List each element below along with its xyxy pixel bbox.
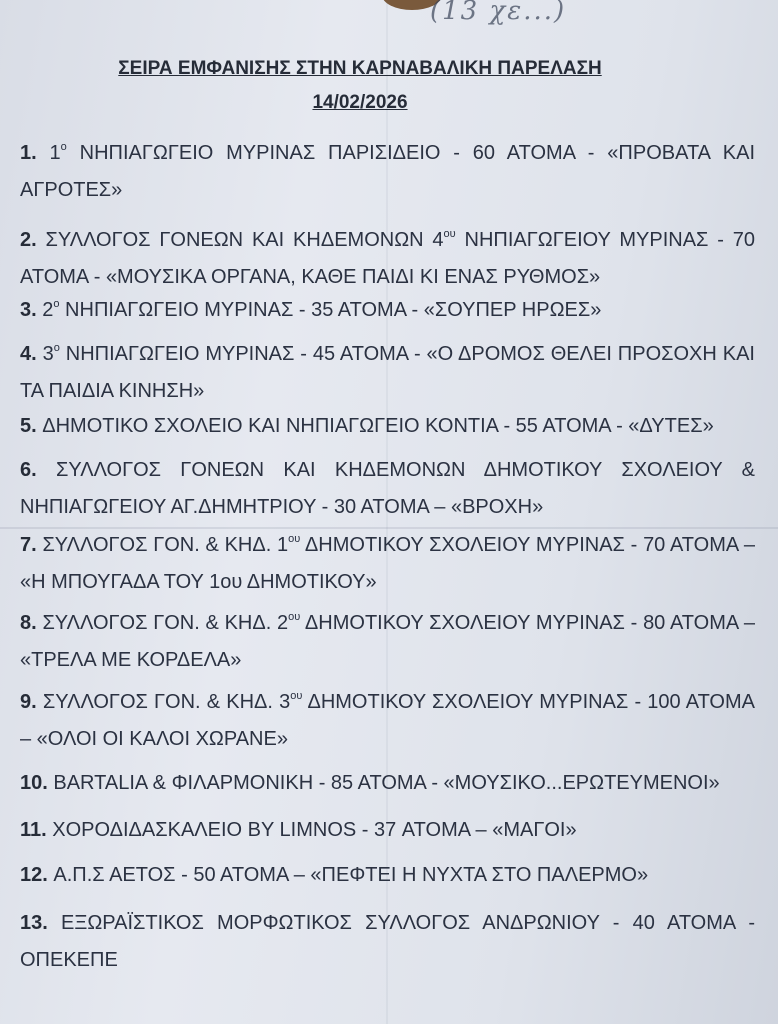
list-item: 6. ΣΥΛΛΟΓΟΣ ΓΟΝΕΩΝ ΚΑΙ ΚΗΔΕΜΟΝΩΝ ΔΗΜΟΤΙΚΟΥ ΣΧΟΛΕΙΟΥ & ΝΗΠΙΑΓΩΓΕΙΟΥ ΑΓ.ΔΗΜΗΤΡΙΟΥ - 30 ΑΤΟΜΑ – «ΒΡΟΧΗ»	[20, 459, 756, 518]
item-number: 11.	[20, 819, 47, 841]
list-item: 2. ΣΥΛΛΟΓΟΣ ΓΟΝΕΩΝ ΚΑΙ ΚΗΔΕΜΟΝΩΝ $4^{o\upsilon}$ ΝΗΠΙΑΓΩΓΕΙΟΥ ΜΥΡΙΝΑΣ - 70 ΑΤΟΜΑ - «ΜΟΥΣΙΚΑ ΟΡΓΑΝΑ, ΚΑΘΕ ΠΑΙΔΙ ΚΙ ΕΝΑΣ ΡΥΘΜΟΣ»	[20, 228, 755, 288]
item-number: 10.	[20, 772, 48, 794]
list-item: 13. ΕΞΩΡΑΪΣΤΙΚΟΣ ΜΟΡΦΩΤΙΚΟΣ ΣΥΛΛΟΓΟΣ ΑΝΔΡΩΝΙΟΥ - 40 ΑΤΟΜΑ - ΟΠΕΚΕΠΕ	[20, 912, 755, 971]
document-header	[80, 52, 640, 120]
list-item: 10. BARTALIA & ΦΙΛΑΡΜΟΝΙΚΗ - 85 ΑΤΟΜΑ - «ΜΟΥΣΙΚΟ...ΕΡΩΤΕΥΜΕΝΟΙ»	[20, 772, 720, 794]
item-number: 6.	[20, 459, 37, 481]
document-title: ΣΕΙΡΑ ΕΜΦΑΝΙΣΗΣ ΣΤΗΝ ΚΑΡΝΑΒΑΛΙΚΗ ΠΑΡΕΛΑΣΗ	[118, 58, 602, 79]
item-number: 13.	[20, 912, 48, 934]
list-item: 11. ΧΟΡΟΔΙΔΑΣΚΑΛΕΙΟ BY LIMNOS - 37 ΑΤΟΜΑ – «ΜΑΓΟΙ»	[20, 819, 577, 841]
list-item: 9. ΣΥΛΛΟΓΟΣ ΓΟΝ. & ΚΗΔ. $3^{o\upsilon}$ ΔΗΜΟΤΙΚΟΥ ΣΧΟΛΕΙΟΥ ΜΥΡΙΝΑΣ - 100 ΑΤΟΜΑ – «ΟΛΟΙ ΟΙ ΚΑΛΟΙ ΧΩΡΑΝΕ»	[20, 690, 755, 750]
item-number: 1.	[20, 142, 37, 164]
list-item: 5. ΔΗΜΟΤΙΚΟ ΣΧΟΛΕΙΟ ΚΑΙ ΝΗΠΙΑΓΩΓΕΙΟ ΚΟΝΤΙΑ - 55 ΑΤΟΜΑ - «ΔΥΤΕΣ»	[20, 415, 714, 437]
list-item: 1. $1^o$ ΝΗΠΙΑΓΩΓΕΙΟ ΜΥΡΙΝΑΣ ΠΑΡΙΣΙΔΕΙΟ - 60 ΑΤΟΜΑ - «ΠΡΟΒΑΤΑ ΚΑΙ ΑΓΡΟΤΕΣ»	[20, 141, 756, 201]
item-number: 12.	[20, 864, 48, 886]
item-number: 9.	[20, 691, 37, 713]
list-item: 8. ΣΥΛΛΟΓΟΣ ΓΟΝ. & ΚΗΔ. $2^{o\upsilon}$ ΔΗΜΟΤΙΚΟΥ ΣΧΟΛΕΙΟΥ ΜΥΡΙΝΑΣ - 80 ΑΤΟΜΑ – «ΤΡΕΛΑ ΜΕ ΚΟΡΔΕΛΑ»	[20, 611, 755, 671]
list-item: 3. $2^o$ ΝΗΠΙΑΓΩΓΕΙΟ ΜΥΡΙΝΑΣ - 35 ΑΤΟΜΑ - «ΣΟΥΠΕΡ ΗΡΩΕΣ»	[20, 298, 602, 321]
list-item: 12. Α.Π.Σ ΑΕΤΟΣ - 50 ΑΤΟΜΑ – «ΠΕΦΤΕΙ Η ΝΥΧΤΑ ΣΤΟ ΠΑΛΕΡΜΟ»	[20, 864, 649, 886]
item-number: 8.	[20, 612, 37, 634]
item-number: 7.	[20, 534, 37, 556]
item-number: 2.	[20, 229, 37, 251]
item-number: 3.	[20, 299, 37, 321]
list-item: 7. ΣΥΛΛΟΓΟΣ ΓΟΝ. & ΚΗΔ. $1^{o\upsilon}$ ΔΗΜΟΤΙΚΟΥ ΣΧΟΛΕΙΟΥ ΜΥΡΙΝΑΣ - 70 ΑΤΟΜΑ – «Η ΜΠΟΥΓΑΔΑ ΤΟΥ 1ου ΔΗΜΟΤΙΚΟΥ»	[20, 533, 755, 593]
document-date: 14/02/2026	[312, 92, 408, 113]
handwritten-note: (13 χε...)	[430, 0, 567, 26]
item-number: 4.	[20, 343, 37, 365]
item-number: 5.	[20, 415, 37, 437]
list-item: 4. $3^o$ ΝΗΠΙΑΓΩΓΕΙΟ ΜΥΡΙΝΑΣ - 45 ΑΤΟΜΑ - «Ο ΔΡΟΜΟΣ ΘΕΛΕΙ ΠΡΟΣΟΧΗ ΚΑΙ ΤΑ ΠΑΙΔΙΑ ΚΙΝΗΣΗ»	[20, 342, 755, 402]
